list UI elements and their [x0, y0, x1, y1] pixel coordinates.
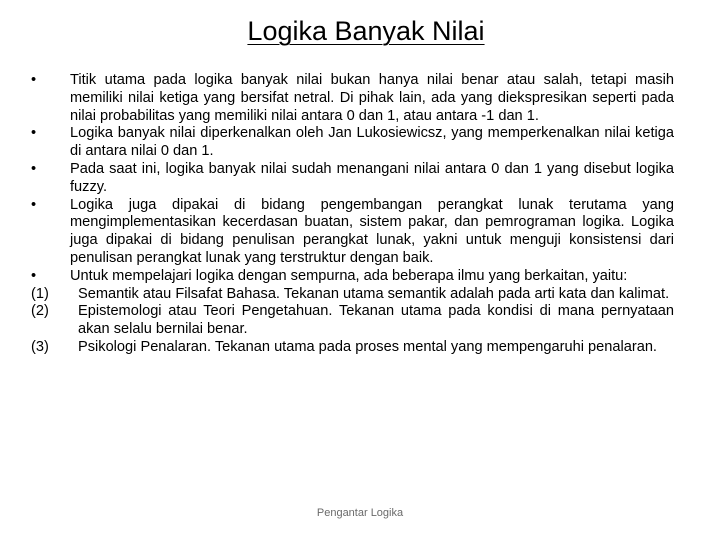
bullet-text: Pada saat ini, logika banyak nilai sudah menangani nilai antara 0 dan 1 yang disebut logika fuzzy.	[70, 160, 674, 195]
numbered-text: Epistemologi atau Teori Pengetahuan. Tekanan utama pada kondisi di mana pernyataan akan selalu bernilai benar.	[78, 303, 674, 338]
slide-title: Logika Banyak Nilai	[247, 16, 485, 46]
numbered-text: Psikologi Penalaran. Tekanan utama pada proses mental yang mempengaruhi penalaran.	[78, 338, 657, 355]
bullet-text: Untuk mempelajari logika dengan sempurna, ada beberapa ilmu yang berkaitan, yaitu:	[70, 267, 628, 284]
number-marker: (3)	[31, 338, 49, 355]
bullet-item	[31, 268, 674, 286]
number-marker: (2)	[31, 303, 49, 320]
bullet-text: Titik utama pada logika banyak nilai bukan hanya nilai benar atau salah, tetapi masih memiliki nilai ketiga yang bersifat netral. Di pihak lain, ada yang diekspresikan seperti pada nilai probabilitas yang memiliki nilai antara 0 dan 1, atau antara -1 dan 1.	[70, 72, 674, 124]
bullet-item	[31, 161, 674, 197]
bullet-marker: •	[31, 125, 37, 142]
bullet-marker: •	[31, 72, 37, 88]
number-marker: (1)	[31, 285, 49, 302]
bullet-text: Logika juga dipakai di bidang pengembangan perangkat lunak terutama yang mengimplementasikan kecerdasan buatan, sistem pakar, dan pemrograman logika. Logika juga dipakai di bidang penulisan perangkat lunak, yakni untuk menguji konsistensi dari penulisan perangkat lunak yang terstruktur dengan baik.	[70, 196, 674, 266]
slide-footer: Pengantar Logika	[316, 507, 404, 519]
numbered-item	[31, 286, 674, 304]
bullet-item	[31, 197, 674, 268]
numbered-item	[31, 303, 674, 339]
bullet-item	[31, 72, 674, 125]
slide-content	[31, 72, 674, 357]
bullet-marker: •	[31, 267, 37, 284]
numbered-text: Semantik atau Filsafat Bahasa. Tekanan utama semantik adalah pada arti kata dan kalimat.	[78, 285, 670, 302]
bullet-item	[31, 125, 674, 161]
bullet-text: Logika banyak nilai diperkenalkan oleh Jan Lukosiewicsz, yang memperkenalkan nilai ketiga di antara nilai 0 dan 1.	[70, 125, 674, 160]
numbered-item	[31, 339, 674, 357]
bullet-marker: •	[31, 196, 37, 213]
bullet-marker: •	[31, 160, 37, 177]
